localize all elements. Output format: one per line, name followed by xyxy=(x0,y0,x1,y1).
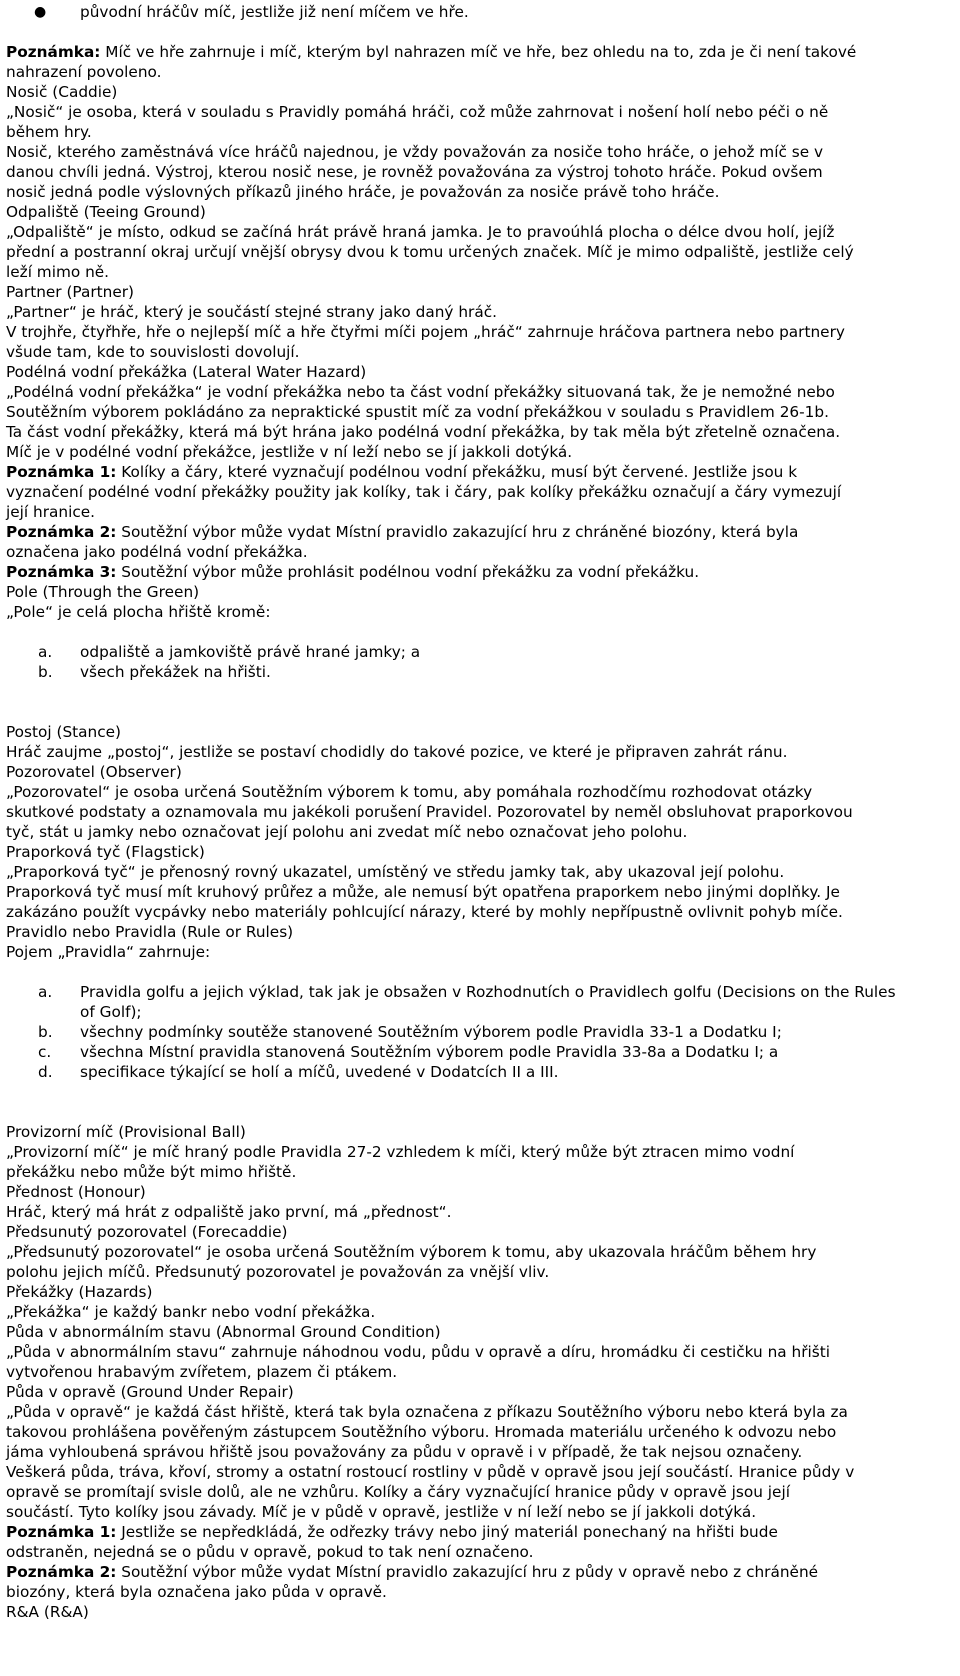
list-text: specifikace týkající se holí a míčů, uvedené v Dodatcích II a III. xyxy=(80,1063,559,1081)
text-line: Veškerá půda, tráva, křoví, stromy a ostatní rostoucí rostliny v půdě v opravě jsou její součástí. Hranice půdy v xyxy=(6,1463,855,1481)
list-item xyxy=(6,642,904,662)
text-line: odstraněn, nejedná se o půdu v opravě, pokud to tak není označeno. xyxy=(6,1543,534,1561)
list-text: všech překážek na hřišti. xyxy=(80,663,271,681)
term-heading: Provizorní míč (Provisional Ball) xyxy=(6,1123,246,1141)
text-line: „Pole“ je celá plocha hřiště kromě: xyxy=(6,603,271,621)
bullet-item xyxy=(6,2,904,22)
text-line: „Odpaliště“ je místo, odkud se začíná hrát právě hraná jamka. Je to pravoúhlá plocha o délce dvou holí, jejíž xyxy=(6,223,835,241)
note-line xyxy=(6,1522,904,1542)
bullet-text: původní hráčův míč, jestliže již není míčem ve hře. xyxy=(80,3,469,21)
term-heading: Postoj (Stance) xyxy=(6,723,122,741)
note-line xyxy=(6,42,904,62)
text-line: tyč, stát u jamky nebo označovat její polohu ani zvedat míč nebo označovat jeho polohu. xyxy=(6,823,688,841)
note-label: Poznámka 3: xyxy=(6,563,117,581)
spacer xyxy=(6,962,904,982)
text-line: „Nosič“ je osoba, která v souladu s Pravidly pomáhá hráči, což může zahrnovat i nošení holí nebo péči o ně xyxy=(6,103,829,121)
list-marker: c. xyxy=(38,1043,52,1061)
text-line: „Překážka“ je každý bankr nebo vodní překážka. xyxy=(6,1303,376,1321)
text-line: vyznačení podélné vodní překážky použity jak kolíky, tak i čáry, pak kolíky překážku označují a čáry vymezují xyxy=(6,483,842,501)
list-item xyxy=(6,662,904,682)
note-line xyxy=(6,522,904,542)
term-heading: Půda v abnormálním stavu (Abnormal Ground Condition) xyxy=(6,1323,441,1341)
list-text: odpaliště a jamkoviště právě hrané jamky; a xyxy=(80,643,421,661)
text-line: „Praporková tyč“ je přenosný rovný ukazatel, umístěný ve středu jamky tak, aby ukazoval její polohu. xyxy=(6,863,785,881)
text-line: Soutěžní výbor může vydat Místní pravidlo zakazující hru z půdy v opravě nebo z chráněné xyxy=(121,1563,819,1581)
text-line: biozóny, která byla označena jako půda v opravě. xyxy=(6,1583,387,1601)
text-line: polohu jejich míčů. Předsunutý pozorovatel je považován za vnější vliv. xyxy=(6,1263,550,1281)
text-line: překážku nebo může být mimo hřiště. xyxy=(6,1163,297,1181)
spacer xyxy=(6,702,904,722)
text-line: V trojhře, čtyřhře, hře o nejlepší míč a hře čtyřmi míči pojem „hráč“ zahrnuje hráčova partnera nebo partnery xyxy=(6,323,845,341)
note-label: Poznámka 1: xyxy=(6,463,117,481)
text-line: „Partner“ je hráč, který je součástí stejné strany jako daný hráč. xyxy=(6,303,497,321)
list-marker: b. xyxy=(38,1023,53,1041)
text-line: Nosič, kterého zaměstnává více hráčů najednou, je vždy považován za nosiče toho hráče, o jehož míč se v xyxy=(6,143,824,161)
spacer xyxy=(6,682,904,702)
text-line: „Pozorovatel“ je osoba určená Soutěžním výborem k tomu, aby pomáhala rozhodčímu rozhodovat otázky xyxy=(6,783,813,801)
term-heading: Nosič (Caddie) xyxy=(6,83,118,101)
text-line: Jestliže se nepředkládá, že odřezky trávy nebo jiný materiál ponechaný na hřišti bude xyxy=(121,1523,778,1541)
text-line: vytvořenou hrabavým zvířetem, plazem či ptákem. xyxy=(6,1363,398,1381)
text-line: Praporková tyč musí mít kruhový průřez a může, ale nemusí být opatřena praporkem nebo jinými doplňky. Je xyxy=(6,883,840,901)
text-line: danou chvíli jedná. Výstroj, kterou nosič nese, je rovněž považována za výstroj tohoto hráče. Pokud ovšem xyxy=(6,163,823,181)
term-heading: Přednost (Honour) xyxy=(6,1183,146,1201)
term-heading: Půda v opravě (Ground Under Repair) xyxy=(6,1383,294,1401)
text-line: jáma vyhloubená správou hřiště jsou považovány za půdu v opravě i v případě, že tak nejsou označeny. xyxy=(6,1443,803,1461)
text-line: „Předsunutý pozorovatel“ je osoba určená Soutěžním výborem k tomu, aby ukazovala hráčům během hry xyxy=(6,1243,817,1261)
text-line: „Podélná vodní překážka“ je vodní překážka nebo ta část vodní překážky situovaná tak, že je nemožné nebo xyxy=(6,383,835,401)
list-text: všechna Místní pravidla stanovená Soutěžním výborem podle Pravidla 33-8a a Dodatku I; a xyxy=(80,1043,779,1061)
text-line: Soutěžní výbor může prohlásit podélnou vodní překážku za vodní překážku. xyxy=(121,563,700,581)
text-line: označena jako podélná vodní překážka. xyxy=(6,543,308,561)
list-item xyxy=(6,1042,904,1062)
text-line: Kolíky a čáry, které vyznačují podélnou vodní překážku, musí být červené. Jestliže jsou k xyxy=(121,463,798,481)
term-heading: Předsunutý pozorovatel (Forecaddie) xyxy=(6,1223,288,1241)
text-line: „Půda v opravě“ je každá část hřiště, která tak byla označena z příkazu Soutěžního výboru nebo která byla za xyxy=(6,1403,848,1421)
text-line: Soutěžním výborem pokládáno za nepraktické spustit míč za vodní překážkou v souladu s Pravidlem 26-1b. xyxy=(6,403,829,421)
list-item xyxy=(6,1062,904,1082)
text-line: leží mimo ně. xyxy=(6,263,110,281)
term-heading: Překážky (Hazards) xyxy=(6,1283,153,1301)
text-line: „Půda v abnormálním stavu“ zahrnuje náhodnou vodu, půdu v opravě a díru, hromádku či cestičku na hřišti xyxy=(6,1343,830,1361)
text-line: opravě se promítají svisle dolů, ale ne vzhůru. Kolíky a čáry vyznačující hranice půdy v opravě jsou její xyxy=(6,1483,790,1501)
text-line: všude tam, kde to souvislosti dovolují. xyxy=(6,343,300,361)
list-item xyxy=(6,982,904,1022)
term-heading: Praporková tyč (Flagstick) xyxy=(6,843,205,861)
term-heading: Pravidlo nebo Pravidla (Rule or Rules) xyxy=(6,923,294,941)
text-line: Hráč zaujme „postoj“, jestliže se postaví chodidly do takové pozice, ve které je připraven zahrát ránu. xyxy=(6,743,788,761)
spacer xyxy=(6,22,904,42)
text-line: její hranice. xyxy=(6,503,96,521)
text-line: nosič jedná podle výslovných příkazů jiného hráče, je považován za nosiče právě toho hráče. xyxy=(6,183,720,201)
term-heading: Odpaliště (Teeing Ground) xyxy=(6,203,206,221)
text-line: skutkové podstaty a oznamovala mu jakékoli porušení Pravidel. Pozorovatel by neměl obsluhovat praporkovou xyxy=(6,803,853,821)
spacer xyxy=(6,1082,904,1102)
term-heading: Partner (Partner) xyxy=(6,283,134,301)
text-line: Ta část vodní překážky, která má být hrána jako podélná vodní překážka, by tak měla být zřetelně označena. xyxy=(6,423,841,441)
text-line: Soutěžní výbor může vydat Místní pravidlo zakazující hru z chráněné biozóny, která byla xyxy=(121,523,799,541)
note-label: Poznámka: xyxy=(6,43,101,61)
term-heading: Pozorovatel (Observer) xyxy=(6,763,182,781)
text-line: Míč je v podélné vodní překážce, jestliže v ní leží nebo se jí jakkoli dotýká. xyxy=(6,443,573,461)
list-item xyxy=(6,1022,904,1042)
bullet-dot: ● xyxy=(34,4,47,20)
list-text: Pravidla golfu a jejich výklad, tak jak je obsažen v Rozhodnutích o Pravidlech golfu (Decisions on the Rules of Golf); xyxy=(80,983,896,1021)
note-line xyxy=(6,1562,904,1582)
spacer xyxy=(6,622,904,642)
term-heading: Pole (Through the Green) xyxy=(6,583,200,601)
list-marker: a. xyxy=(38,643,53,661)
list-marker: b. xyxy=(38,663,53,681)
text-line: přední a postranní okraj určují vnější obrysy dvou k tomu určených značek. Míč je mimo odpaliště, jestliže celý xyxy=(6,243,854,261)
term-heading: Podélná vodní překážka (Lateral Water Hazard) xyxy=(6,363,367,381)
note-line xyxy=(6,562,904,582)
text-line: „Provizorní míč“ je míč hraný podle Pravidla 27-2 vzhledem k míči, který může být ztracen mimo vodní xyxy=(6,1143,795,1161)
note-line xyxy=(6,462,904,482)
text-line: takovou prohlášena pověřeným zástupcem Soutěžního výboru. Hromada materiálu určeného k odvozu nebo xyxy=(6,1423,837,1441)
note-label: Poznámka 2: xyxy=(6,1563,117,1581)
note-label: Poznámka 2: xyxy=(6,523,117,541)
text-line: součástí. Tyto kolíky jsou závady. Míč je v půdě v opravě, jestliže v ní leží nebo se jí jakkoli dotýká. xyxy=(6,1503,757,1521)
text-line: Hráč, který má hrát z odpaliště jako první, má „přednost“. xyxy=(6,1203,452,1221)
text-line: zakázáno použít vycpávky nebo materiály pohlcující nárazy, které by mohly nepřípustně ovlivnit pohyb míče. xyxy=(6,903,843,921)
term-heading: R&A (R&A) xyxy=(6,1603,89,1621)
text-line: Pojem „Pravidla“ zahrnuje: xyxy=(6,943,211,961)
text-line: Míč ve hře zahrnuje i míč, kterým byl nahrazen míč ve hře, bez ohledu na to, zda je či není takové xyxy=(105,43,857,61)
text-line: během hry. xyxy=(6,123,92,141)
note-label: Poznámka 1: xyxy=(6,1523,117,1541)
spacer xyxy=(6,1102,904,1122)
list-marker: a. xyxy=(38,983,53,1001)
text-line: nahrazení povoleno. xyxy=(6,63,162,81)
list-text: všechny podmínky soutěže stanovené Soutěžním výborem podle Pravidla 33-1 a Dodatku I; xyxy=(80,1023,782,1041)
list-marker: d. xyxy=(38,1063,53,1081)
